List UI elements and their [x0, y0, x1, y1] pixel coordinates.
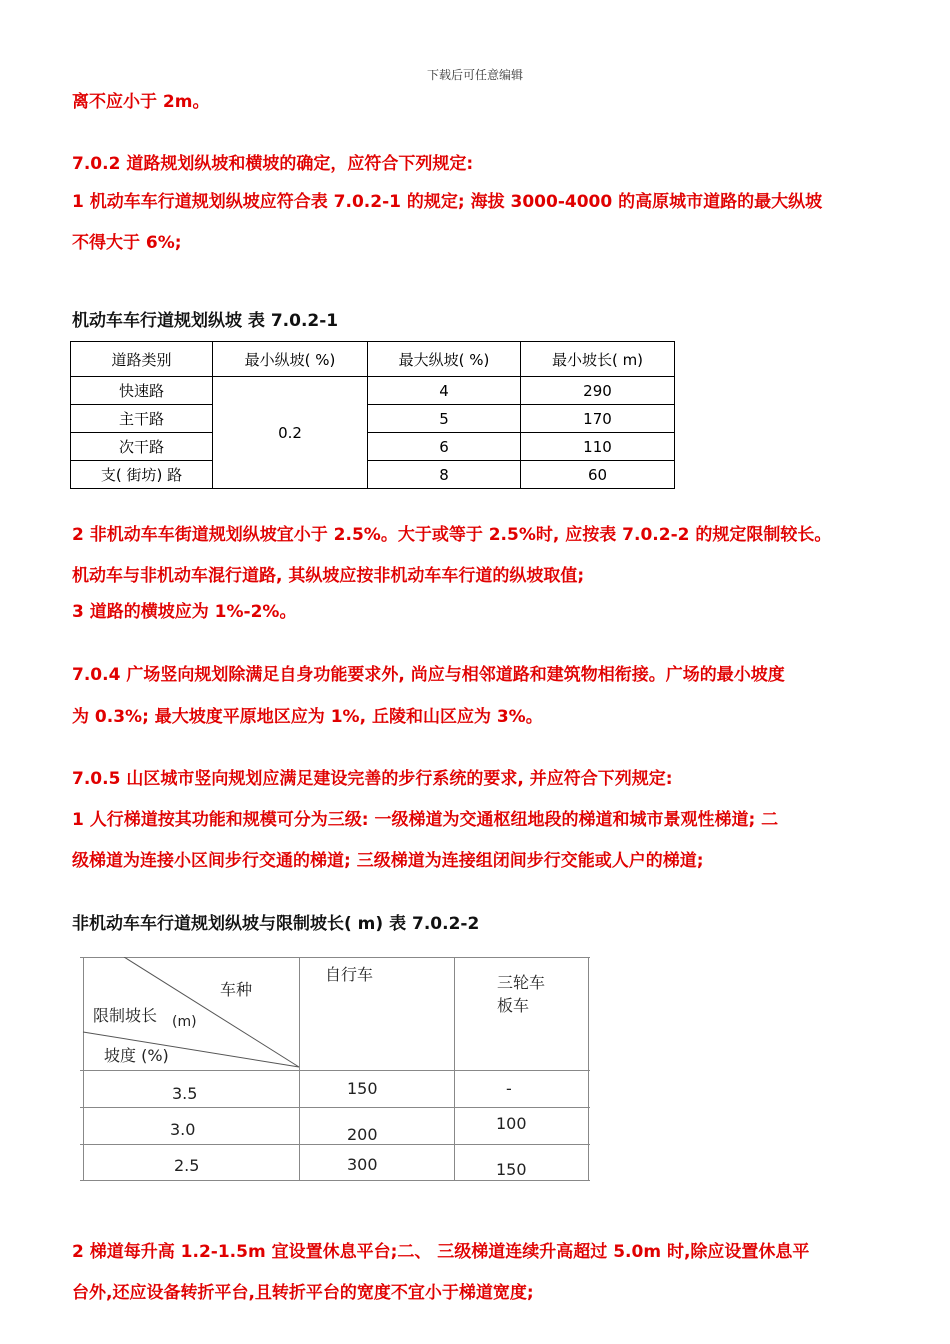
table2-line: [80, 1180, 590, 1181]
table1-cell: 170: [521, 405, 675, 433]
table1-header: 最小坡长( m): [521, 342, 675, 377]
table2-cell: 2.5: [174, 1156, 200, 1175]
table1-cell: 4: [368, 377, 521, 405]
table1-cell: 主干路: [71, 405, 213, 433]
table2-caption: 非机动车车行道规划纵坡与限制坡长( m) 表 7.0.2-2: [72, 914, 480, 934]
table1-cell: 次干路: [71, 433, 213, 461]
paragraph: 1 人行梯道按其功能和规模可分为三级: 一级梯道为交通枢纽地段的梯道和城市景观性梯道; 二: [72, 810, 779, 830]
table2-cell: 3.0: [170, 1120, 196, 1139]
table2-cell: -: [506, 1079, 512, 1098]
paragraph: 7.0.4 广场竖向规划除满足自身功能要求外, 尚应与相邻道路和建筑物相衔接。广场的最小坡度: [72, 665, 785, 685]
paragraph: 级梯道为连接小区间步行交通的梯道; 三级梯道为连接组闭间步行交能或人户的梯道;: [72, 851, 704, 871]
table2-cell: 200: [347, 1125, 378, 1144]
table2-cell: 3.5: [172, 1084, 198, 1103]
table1-header: 最大纵坡( %): [368, 342, 521, 377]
paragraph: 机动车与非机动车混行道路, 其纵坡应按非机动车车行道的纵坡取值;: [72, 566, 585, 586]
paragraph: 3 道路的横坡应为 1%-2%。: [72, 602, 297, 622]
table2-diag-top: 车种: [220, 980, 253, 999]
table1-cell: 8: [368, 461, 521, 489]
table2-cell: 300: [347, 1155, 378, 1174]
table1-cell: 5: [368, 405, 521, 433]
table1-cell: 60: [521, 461, 675, 489]
paragraph: 2 梯道每升高 1.2-1.5m 宜设置休息平台;二、 三级梯道连续升高超过 5.0m 时,除应设置休息平: [72, 1242, 810, 1262]
table1-header: 最小纵坡( %): [213, 342, 368, 377]
table1-cell: 支( 街坊) 路: [71, 461, 213, 489]
paragraph: 7.0.5 山区城市竖向规划应满足建设完善的步行系统的要求, 并应符合下列规定:: [72, 769, 673, 789]
table2-diag-mid: 限制坡长: [93, 1006, 158, 1025]
table2-cell: 150: [496, 1160, 527, 1179]
table2-cell: 100: [496, 1114, 527, 1133]
paragraph: 7.0.2 道路规划纵坡和横坡的确定，应符合下列规定:: [72, 154, 474, 174]
slope-table-1: [70, 341, 675, 489]
paragraph: 为 0.3%; 最大坡度平原地区应为 1%, 丘陵和山区应为 3%。: [72, 707, 543, 727]
table2-diag-bottom: 坡度 (%): [104, 1046, 169, 1065]
table1-header: 道路类别: [71, 342, 213, 377]
table2-line: [588, 957, 589, 1181]
table2-col-cart-b: 板车: [497, 996, 530, 1015]
paragraph: 离不应小于 2m。: [72, 92, 210, 112]
paragraph: 不得大于 6%;: [72, 233, 182, 253]
table2-line: [80, 1107, 590, 1108]
table2-cell: 150: [347, 1079, 378, 1098]
table1-cell: 290: [521, 377, 675, 405]
table2-col-cart-a: 三轮车: [497, 973, 546, 992]
table2-col-bike: 自行车: [325, 965, 374, 984]
paragraph: 1 机动车车行道规划纵坡应符合表 7.0.2-1 的规定; 海拔 3000-4000 的高原城市道路的最大纵坡: [72, 192, 823, 212]
paragraph: 2 非机动车车街道规划纵坡宜小于 2.5%。大于或等于 2.5%时, 应按表 7.0.2-2 的规定限制较长。: [72, 525, 832, 545]
paragraph: 台外,还应设备转折平台,且转折平台的宽度不宜小于梯道宽度;: [72, 1283, 534, 1303]
table2-line: [454, 957, 455, 1181]
table1-caption: 机动车车行道规划纵坡 表 7.0.2-1: [72, 311, 339, 331]
slope-table-2: [80, 957, 592, 1183]
table1-cell: 快速路: [71, 377, 213, 405]
table1-cell: 6: [368, 433, 521, 461]
table1-cell: 110: [521, 433, 675, 461]
page-header: 下载后可任意编辑: [426, 68, 523, 82]
table1-min-slope: 0.2: [213, 377, 368, 489]
table2-line: [80, 1144, 590, 1145]
table2-diag-unit: (m): [172, 1014, 197, 1030]
